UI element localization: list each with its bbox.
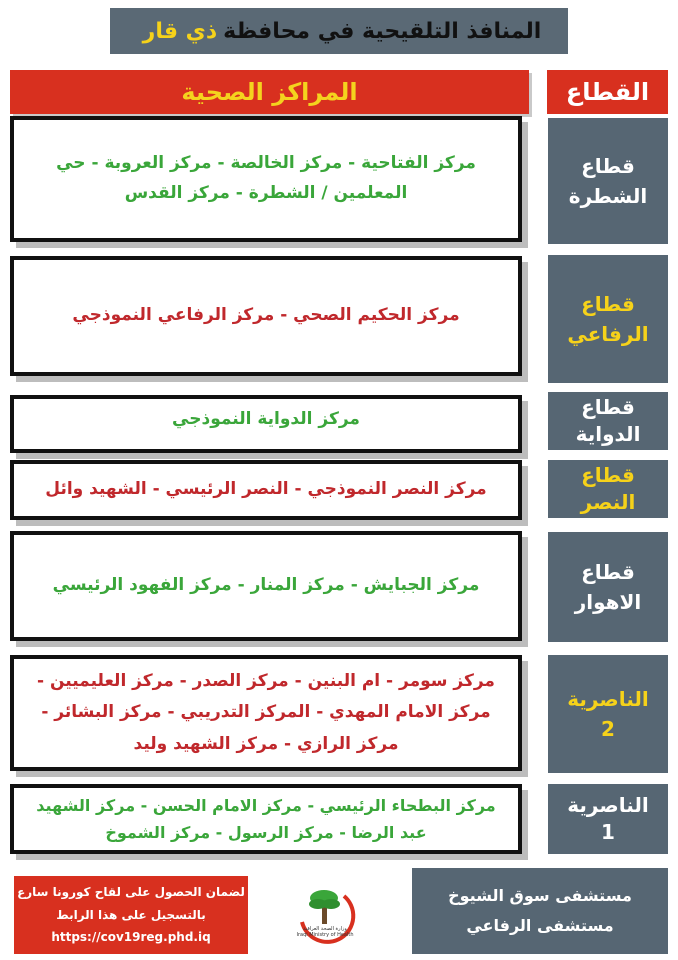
registration-link[interactable]: https://cov19reg.phd.iq [51, 930, 211, 945]
sector-line: قطاع [581, 154, 635, 178]
title-highlight: ذي قار [142, 18, 218, 44]
sector-line: الرفاعي [567, 322, 649, 346]
sector-line: النصر [580, 490, 636, 514]
sector-line: الاهوار [574, 590, 642, 614]
logo-name-ar: وزارة الصحة العراقية [303, 926, 347, 932]
hospital-item: مستشفى سوق الشيوخ [448, 885, 632, 905]
sector-line: قطاع [581, 292, 635, 316]
sector-line: الشطرة [568, 184, 648, 208]
hospitals-box [412, 868, 668, 954]
centers-text: مركز الجبايش - مركز المنار - مركز الفهود الرئيسي [52, 575, 480, 596]
centers-text: مركز سومر - ام البنين - مركز الصدر - مركز العليميين - مركز الامام المهدي - المركز التدريبي - مركز البشائر - مركز الرازي - مركز الشهيد وليد [37, 670, 495, 754]
centers-box-nasiriyah-1 [10, 784, 522, 854]
page-title [110, 8, 568, 54]
sector-line: 2 [601, 717, 615, 741]
registration-line-2: بالتسجيل على هذا الرابط [56, 907, 206, 922]
centers-header: المراكز الصحية [10, 70, 529, 114]
sector-label-rifai [548, 255, 668, 383]
sector-label-nasiriyah-2 [548, 655, 668, 773]
registration-box [14, 876, 248, 954]
sector-label-ahwar [548, 532, 668, 642]
ministry-logo-text [282, 926, 368, 938]
sector-label-dawaya [548, 392, 668, 450]
logo-name-en: Iraqi Ministry of Health [296, 932, 354, 938]
sector-line: الدواية [575, 422, 641, 446]
centers-box-dawaya [10, 395, 522, 453]
sector-line: 1 [601, 820, 615, 844]
centers-text: مركز الفتاحية - مركز الخالصة - مركز العروبة - حي المعلمين / الشطرة - مركز القدس [56, 153, 476, 203]
centers-text: مركز النصر النموذجي - النصر الرئيسي - الشهيد وائل [45, 479, 487, 500]
sector-line: قطاع [581, 560, 635, 584]
hospital-item: مستشفى الرفاعي [466, 916, 614, 935]
sector-label-shatra [548, 118, 668, 244]
sector-line: قطاع [581, 395, 635, 419]
sector-line: قطاع [581, 463, 635, 487]
centers-text: مركز البطحاء الرئيسي - مركز الامام الحسن - مركز الشهيد عبد الرضا - مركز الرسول - مركز الشموخ [36, 795, 496, 842]
centers-box-nasiriyah-2 [10, 655, 522, 771]
centers-box-nasr [10, 460, 522, 520]
registration-line-1: لضمان الحصول على لقاح كورونا سارع [17, 884, 245, 899]
ministry-logo-icon [282, 874, 368, 956]
centers-box-rifai [10, 256, 522, 376]
centers-box-shatra [10, 116, 522, 242]
title-prefix: المنافذ التلقيحية في محافظة [223, 18, 542, 44]
centers-box-ahwar [10, 531, 522, 641]
sector-line: الناصرية [567, 793, 649, 817]
sector-header: القطاع [547, 70, 668, 114]
centers-text: مركز الحكيم الصحي - مركز الرفاعي النموذجي [72, 305, 460, 326]
sector-label-nasr [548, 460, 668, 518]
sector-line: الناصرية [567, 687, 649, 711]
centers-text: مركز الدواية النموذجي [172, 409, 360, 429]
sector-label-nasiriyah-1 [548, 784, 668, 854]
